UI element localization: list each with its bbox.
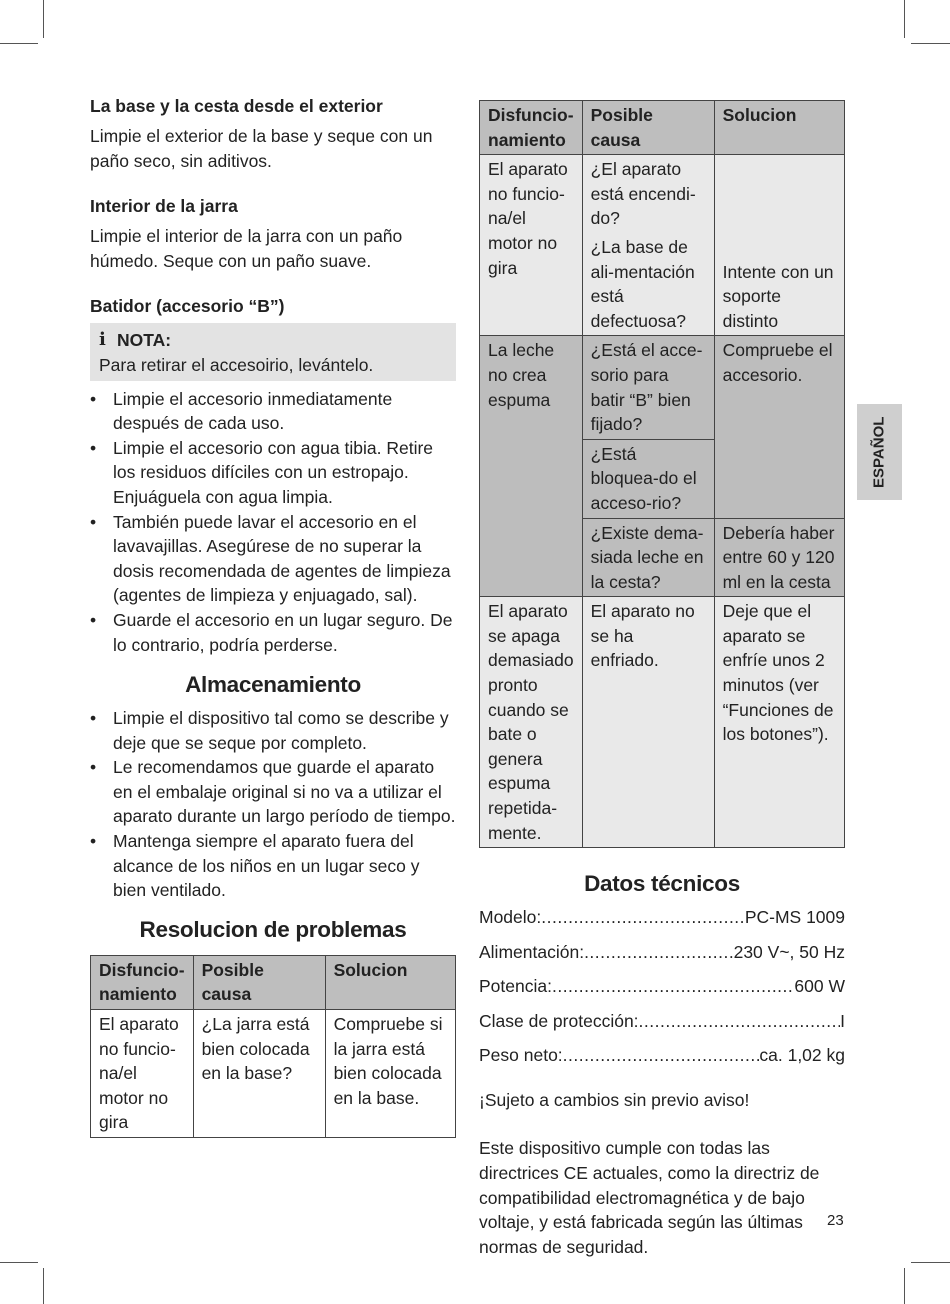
paragraph-base-exterior: Limpie el exterior de la base y seque con un paño seco, sin aditivos. xyxy=(90,126,433,171)
list-item: • Limpie el accesorio inmediatamente después de cada uso. xyxy=(90,387,456,436)
page-number: 23 xyxy=(827,1212,844,1229)
list-item: • Guarde el accesorio en un lugar seguro. De lo contrario, podría perderse. xyxy=(90,608,456,657)
table-cell: La leche no crea espuma xyxy=(480,336,583,597)
spec-value: I xyxy=(840,1010,845,1031)
table-row xyxy=(91,1010,456,1138)
heading-almacenamiento: Almacenamiento xyxy=(185,672,361,698)
heading-base-exterior: La base y la cesta desde el exterior xyxy=(90,96,383,116)
table-cell: Compruebe si la jarra está bien colocada en la base. xyxy=(325,1010,455,1138)
heading-datos-tecnicos: Datos técnicos xyxy=(584,871,740,897)
table-cell: ¿Existe dema-siada leche en la cesta? xyxy=(582,518,714,597)
spec-row xyxy=(479,905,845,940)
crop-mark xyxy=(43,0,44,38)
info-icon: i xyxy=(99,329,106,351)
leader-dots xyxy=(563,1043,760,1068)
storage-list xyxy=(90,706,456,903)
crop-mark xyxy=(0,43,38,44)
troubleshoot-table-left xyxy=(90,955,456,1138)
cleaning-list xyxy=(90,387,456,658)
list-item: • Mantenga siempre el aparato fuera del alcance de los niños en un lugar seco y bien ventilado. xyxy=(90,829,456,903)
spec-value: 600 W xyxy=(794,976,845,997)
leader-dots xyxy=(639,1009,841,1034)
spec-label: Clase de protección: xyxy=(479,1010,639,1031)
list-item: • Limpie el dispositivo tal como se describe y deje que se seque por completo. xyxy=(90,706,456,755)
table-cell: Debería haber entre 60 y 120 ml en la cesta xyxy=(714,518,844,597)
note-box xyxy=(90,323,456,380)
language-tab xyxy=(857,404,902,500)
spec-row xyxy=(479,974,845,1009)
troubleshoot-table-right xyxy=(479,100,845,848)
table-cell: El aparato no funcio-na/el motor no gira xyxy=(480,155,583,336)
spec-row xyxy=(479,940,845,975)
spec-label: Modelo: xyxy=(479,907,542,928)
spec-value: 230 V~, 50 Hz xyxy=(733,941,845,962)
table-header-row xyxy=(480,101,845,155)
spec-row xyxy=(479,1009,845,1044)
table-cell: ¿Está el acce-sorio para batir “B” bien fijado? xyxy=(582,336,714,439)
crop-mark xyxy=(904,1268,905,1304)
table-header: Disfuncio-namiento xyxy=(91,955,194,1009)
crop-mark xyxy=(911,1262,950,1263)
note-text: Para retirar el accesoirio, levántelo. xyxy=(99,354,374,375)
table-cell: Deje que el aparato se enfríe unos 2 minutos (ver “Funciones de los botones”). xyxy=(714,597,844,848)
spec-list xyxy=(479,905,845,1078)
leader-dots xyxy=(552,974,794,999)
change-notice: ¡Sujeto a cambios sin previo aviso! xyxy=(479,1089,750,1110)
spec-label: Potencia: xyxy=(479,976,552,997)
crop-mark xyxy=(911,43,950,44)
table-cell: ¿La base de ali-mentación está defectuosa? xyxy=(582,233,714,336)
crop-mark xyxy=(43,1268,44,1304)
leader-dots xyxy=(584,940,734,965)
table-row xyxy=(480,597,845,848)
heading-batidor: Batidor (accesorio “B”) xyxy=(90,296,285,317)
spec-value: ca. 1,02 kg xyxy=(759,1045,845,1066)
list-item: • Limpie el accesorio con agua tibia. Retire los residuos difíciles con un estropajo. Enjuáguela con agua limpia. xyxy=(90,436,456,510)
left-column xyxy=(90,94,456,1138)
paragraph-interior-jarra: Limpie el interior de la jarra con un paño húmedo. Seque con un paño suave. xyxy=(90,226,403,271)
heading-interior-jarra: Interior de la jarra xyxy=(90,196,238,217)
table-cell: ¿El aparato está encendi-do? xyxy=(582,155,714,233)
table-cell: Compruebe el accesorio. xyxy=(714,336,844,518)
table-header: Posible causa xyxy=(582,101,714,155)
language-tab-label: ESPAÑOL xyxy=(870,416,888,488)
table-header-row xyxy=(91,955,456,1009)
crop-mark xyxy=(904,0,905,38)
note-header xyxy=(99,328,447,353)
spec-row xyxy=(479,1043,845,1078)
spec-label: Peso neto: xyxy=(479,1045,563,1066)
list-item: • También puede lavar el accesorio en el lavavajillas. Asegúrese de no superar la dosis recomendada de agentes de limpieza (agentes de limpieza y enjuagado, sal). xyxy=(90,510,456,608)
leader-dots xyxy=(541,905,745,930)
heading-resolucion: Resolucion de problemas xyxy=(139,916,407,942)
table-cell: El aparato no funcio-na/el motor no gira xyxy=(91,1010,194,1138)
table-cell: ¿La jarra está bien colocada en la base? xyxy=(193,1010,325,1138)
table-header: Solucion xyxy=(714,101,844,155)
table-cell: El aparato no se ha enfriado. xyxy=(582,597,714,848)
table-header: Solucion xyxy=(325,955,455,1009)
table-cell: Intente con un soporte distinto xyxy=(714,155,844,336)
table-row xyxy=(480,336,845,439)
crop-mark xyxy=(0,1262,38,1263)
spec-label: Alimentación: xyxy=(479,941,585,962)
right-column xyxy=(479,100,845,1259)
spec-value: PC-MS 1009 xyxy=(744,907,845,928)
table-header: Posible causa xyxy=(193,955,325,1009)
list-item: • Le recomendamos que guarde el aparato en el embalaje original si no va a utilizar el aparato durante un largo período de tiempo. xyxy=(90,755,456,829)
note-title: NOTA: xyxy=(117,330,172,351)
compliance-text: Este dispositivo cumple con todas las directrices CE actuales, como la directriz de compatibilidad electromagnética y de bajo voltaje, y está fabricada según las últimas normas de seguridad. xyxy=(479,1138,820,1257)
table-row xyxy=(480,155,845,233)
table-cell: ¿Está bloquea-do el acceso-rio? xyxy=(582,439,714,518)
table-header: Disfuncio-namiento xyxy=(480,101,583,155)
table-cell: El aparato se apaga demasiado pronto cuando se bate o genera espuma repetida-mente. xyxy=(480,597,583,848)
